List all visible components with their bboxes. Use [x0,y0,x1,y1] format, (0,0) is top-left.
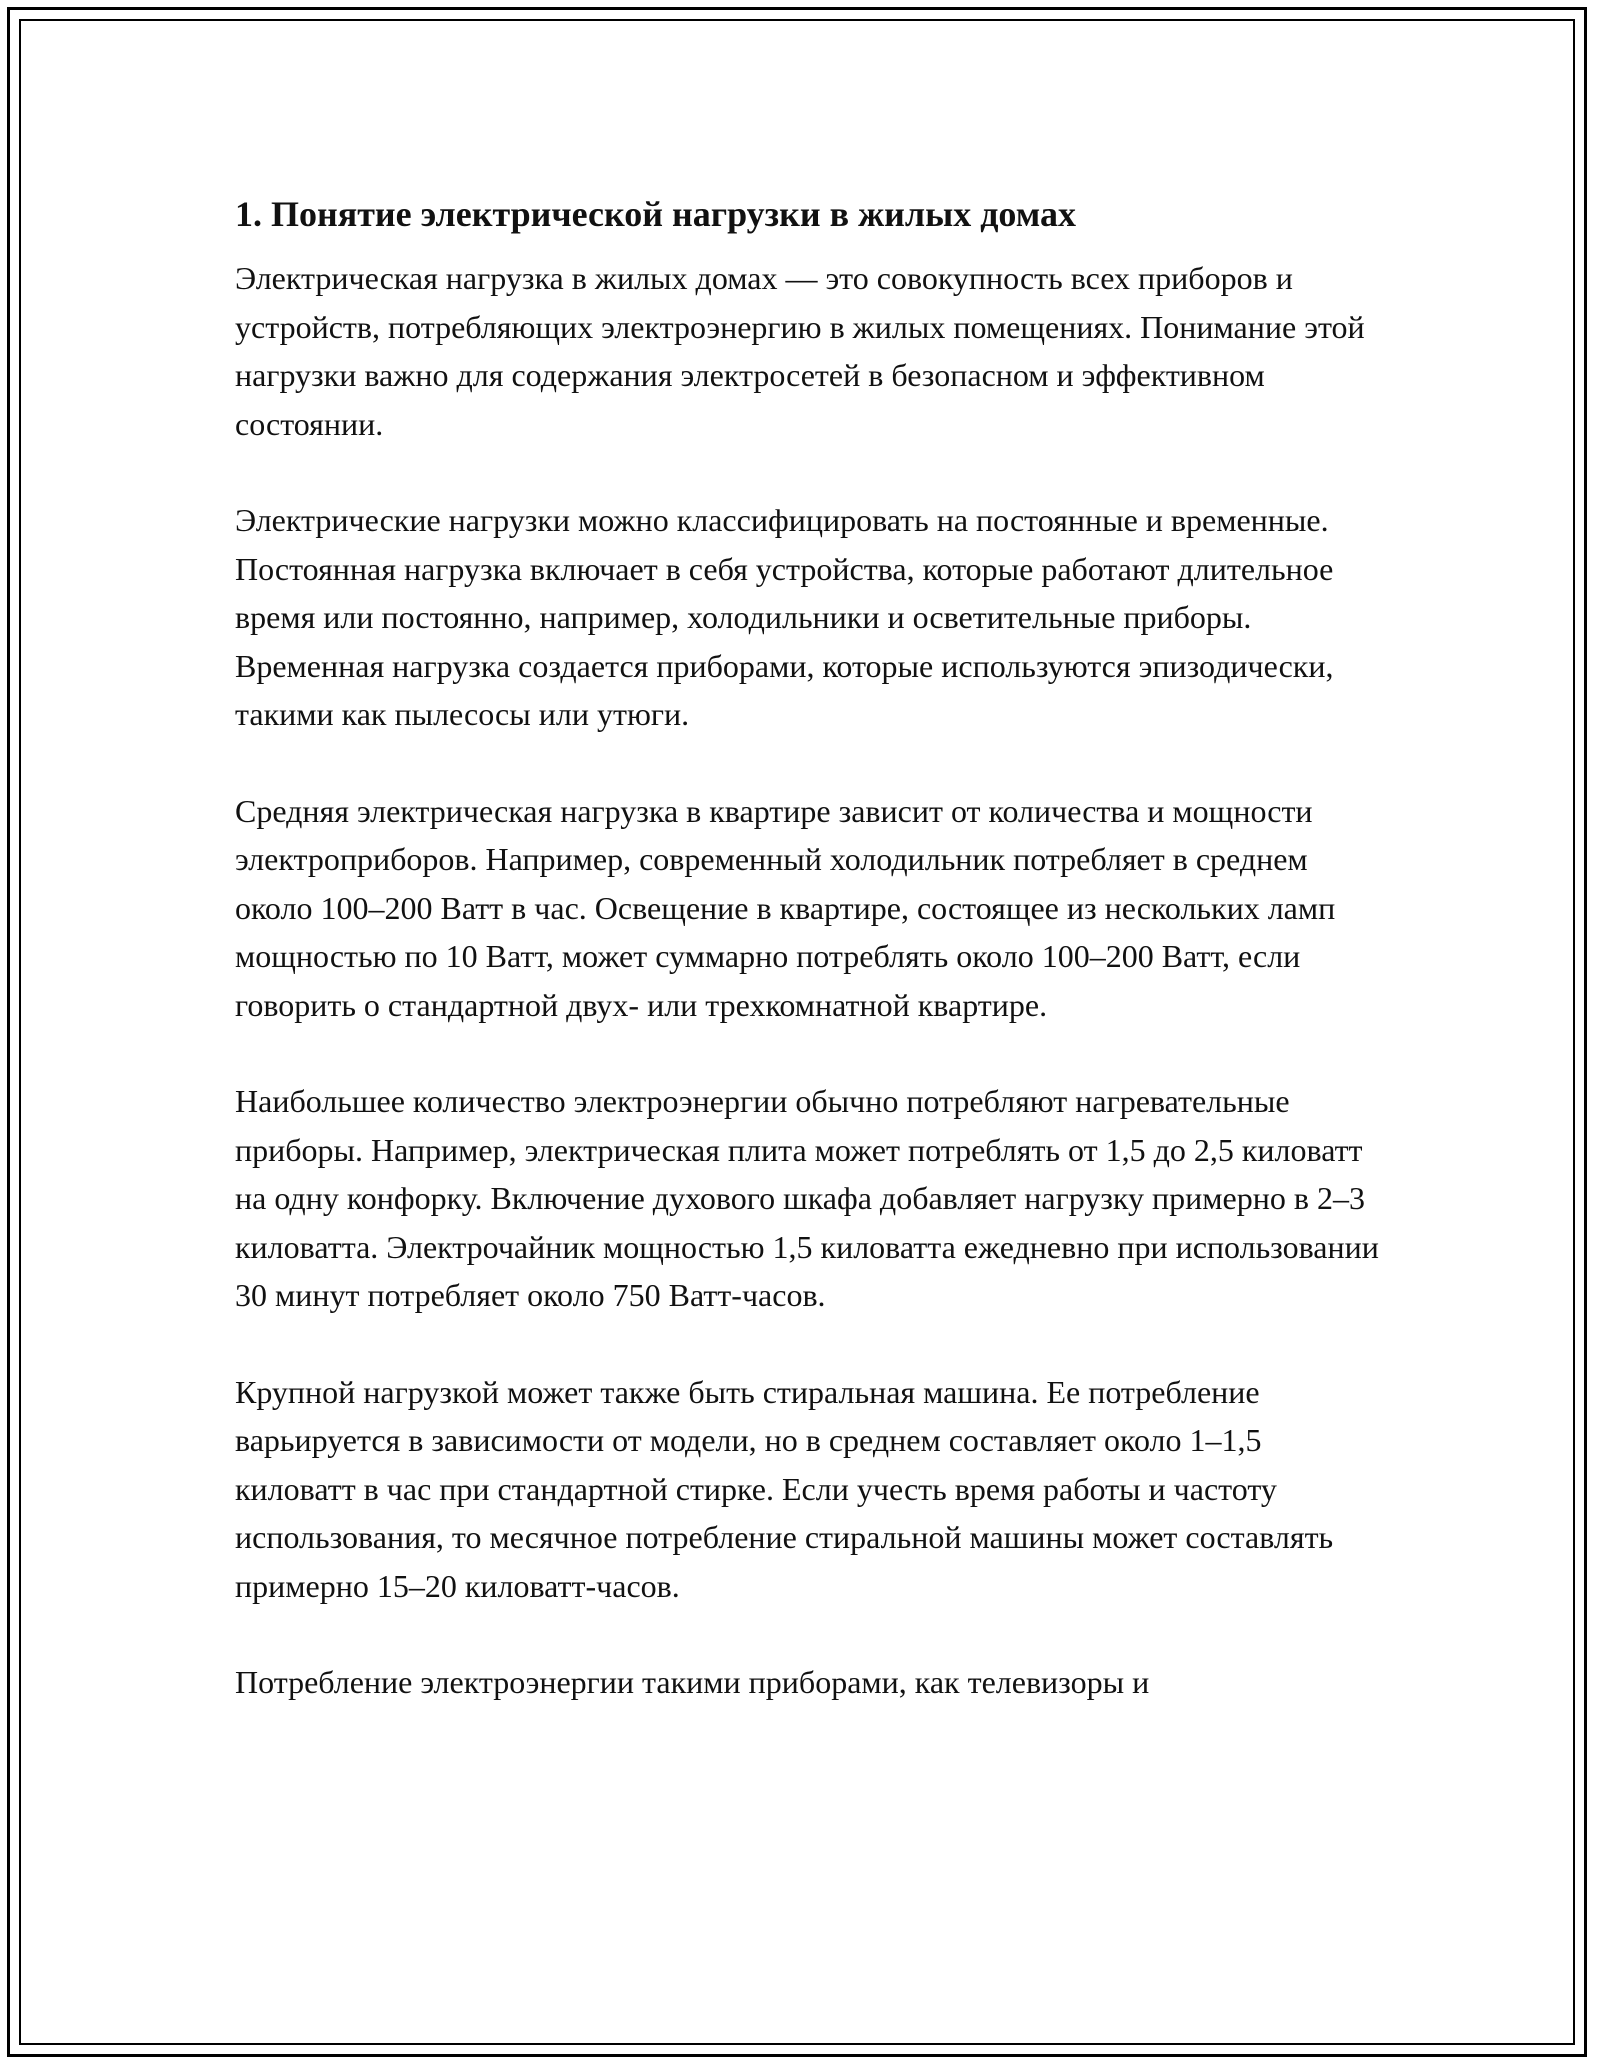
paragraph-6: Потребление электроэнергии такими приборами, как телевизоры и [235,1664,1150,1700]
paragraph-2: Электрические нагрузки можно классифицировать на постоянные и временные. Постоянная нагрузка включает в себя устройства, которые работают длительное время или постоянно, например, холодильники и осветительные приборы. Временная нагрузка создается приборами, которые используются эпизодически, такими как пылесосы или утюги. [235,502,1334,732]
paragraph-1: Электрическая нагрузка в жилых домах — это совокупность всех приборов и устройств, потребляющих электроэнергию в жилых помещениях. Понимание этой нагрузки важно для содержания электросетей в безопасном и эффективном состоянии. [235,260,1365,442]
section-title: 1. Понятие электрической нагрузки в жилых домах [235,194,1077,234]
paragraph-4: Наибольшее количество электроэнергии обычно потребляют нагревательные приборы. Например, электрическая плита может потреблять от 1,5 до 2,5 киловатт на одну конфорку. Включение духового шкафа добавляет нагрузку примерно в 2–3 киловатта. Электрочайник мощностью 1,5 киловатта ежедневно при использовании 30 минут потребляет около 750 Ватт-часов. [235,1083,1379,1313]
paragraph-5: Крупной нагрузкой может также быть стиральная машина. Ее потребление варьируется в зависимости от модели, но в среднем составляет около 1–1,5 киловатт в час при стандартной стирке. Если учесть время работы и частоту использования, то месячное потребление стиральной машины может составлять примерно 15–20 киловатт-часов. [235,1373,1334,1604]
document-body [235,186,1385,1755]
paragraph-3: Средняя электрическая нагрузка в квартире зависит от количества и мощности электроприборов. Например, современный холодильник потребляет в среднем около 100–200 Ватт в час. Освещение в квартире, состоящее из нескольких ламп мощностью по 10 Ватт, может суммарно потреблять около 100–200 Ватт, если говорить о стандартной двух- или трехкомнатной квартире. [235,792,1336,1023]
